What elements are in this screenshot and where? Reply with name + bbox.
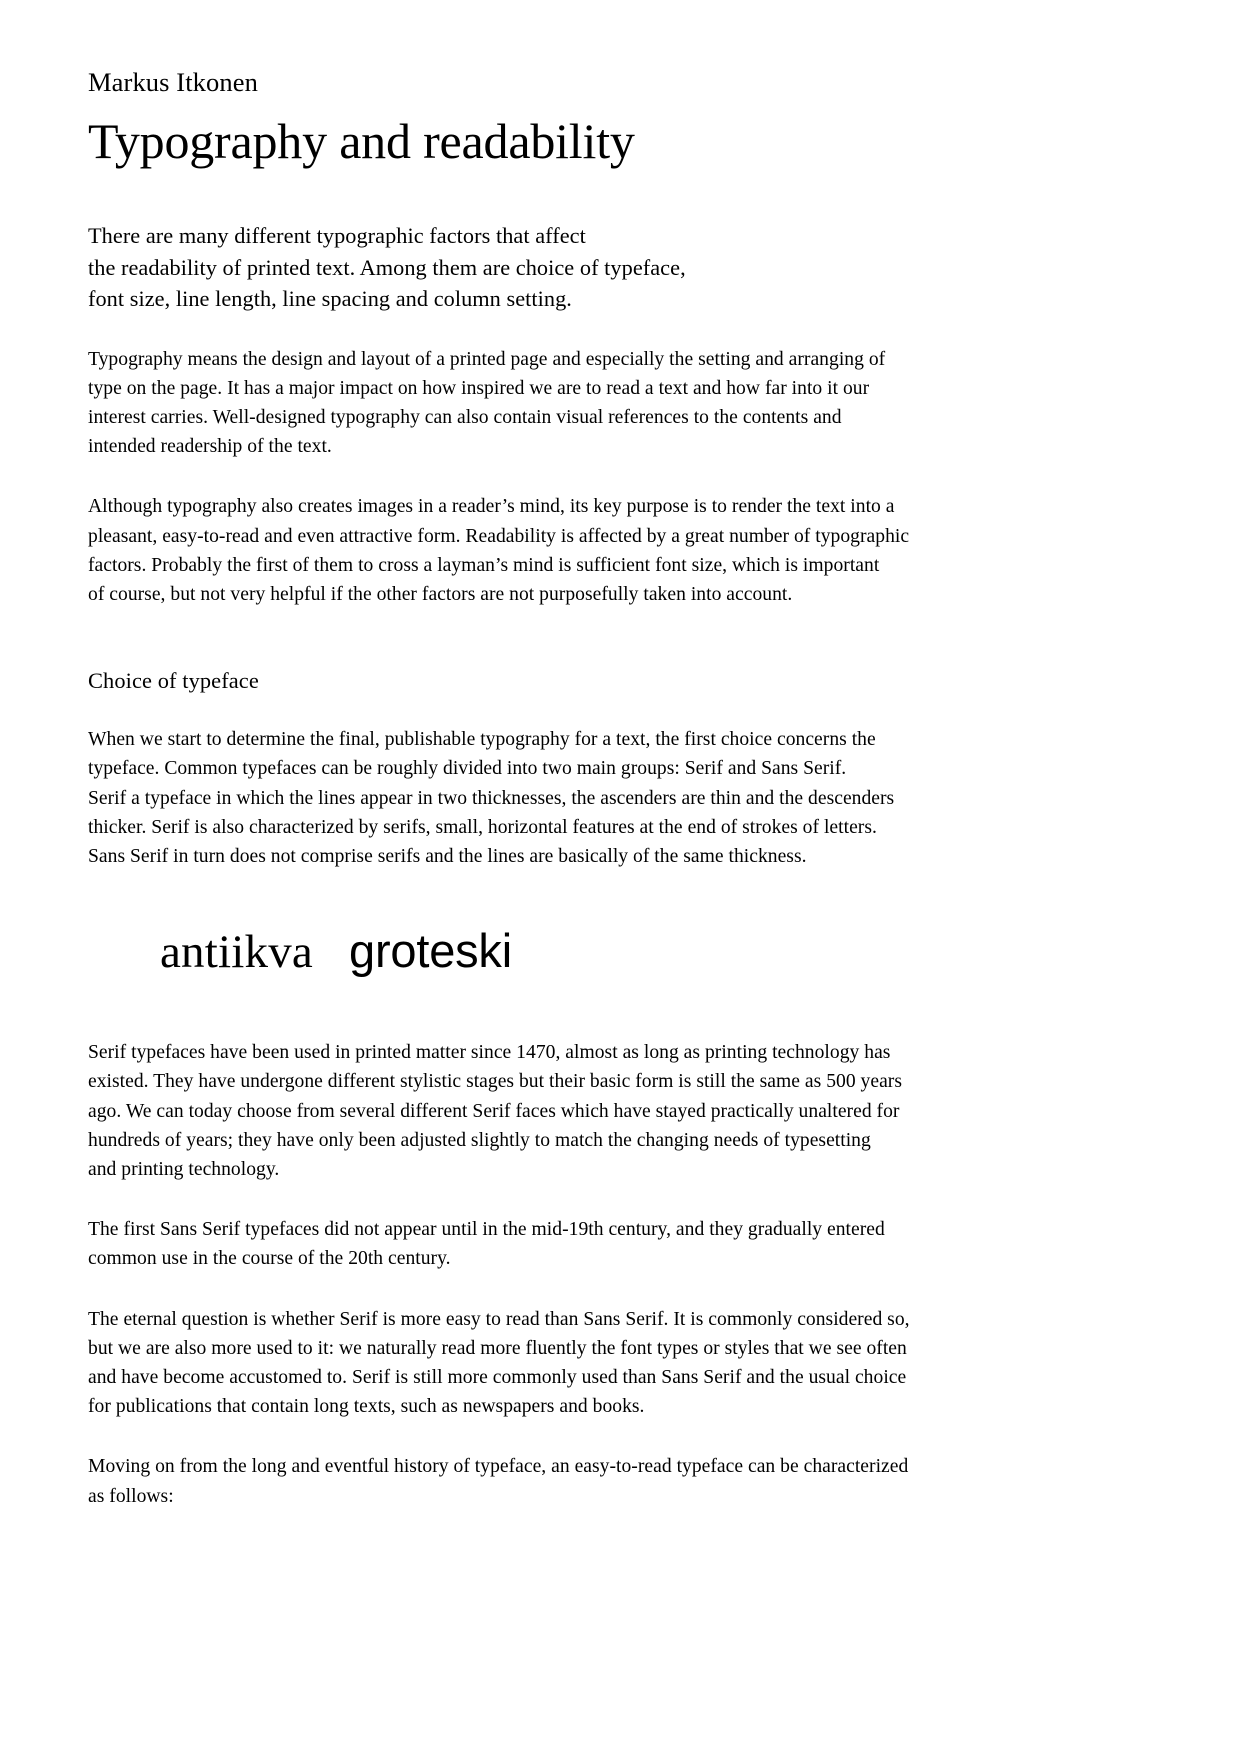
paragraph-eternal-question: The eternal question is whether Serif is more easy to read than Sans Serif. It is commonly considered so, but we are also more used to it: we naturally read more fluently the font types or styles that we see often and have become accustomed to. Serif is still more commonly used than Sans Serif and the usual choice for publications that contain long texts, such as newspapers and books. — [88, 1308, 910, 1418]
paragraph-first-sans-serif: The first Sans Serif typefaces did not appear until in the mid-19th century, and they gradually entered common use in the course of the 20th century. — [88, 1219, 885, 1270]
document-content — [88, 0, 1018, 1511]
paragraph-when-we-start: When we start to determine the final, publishable typography for a text, the first choice concerns the typeface. Common typefaces can be roughly divided into two main groups: Serif and Sans Serif. Serif a typeface in which the lines appear in two thicknesses, the ascenders are thin and the descenders thicker. Serif is also characterized by serifs, small, horizontal features at the end of strokes of letters. Sans Serif in turn does not comprise serifs and the lines are basically of the same thickness. — [88, 729, 895, 867]
section-heading-choice-of-typeface: Choice of typeface — [88, 668, 259, 694]
paragraph-moving-on: Moving on from the long and eventful history of typeface, an easy-to-read typeface can be characterized as follows: — [88, 1456, 909, 1507]
specimen-spacer — [88, 976, 1018, 1008]
specimen-serif-sample: antiikva — [160, 926, 313, 979]
author-name: Markus Itkonen — [88, 67, 258, 97]
paragraph-although-typography: Although typography also creates images in a reader’s mind, its key purpose is to render the text into a pleasant, easy-to-read and even attractive form. Readability is affected by a great number of typographic factors. Probably the first of them to cross a layman’s mind is sufficient font size, which is important of course, but not very helpful if the other factors are not purposefully taken into account. — [88, 496, 910, 606]
lead-paragraph: There are many different typographic factors that affect the readability of printed text. Among them are choice of typeface, font size, line length, line spacing and column setting. — [88, 223, 686, 312]
paragraph-serif-typefaces-1470: Serif typefaces have been used in printed matter since 1470, almost as long as printing technology has existed. They have undergone different stylistic stages but their basic form is still the same as 500 years ago. We can today choose from several different Serif faces which have stayed practically unaltered for hundreds of years; they have only been adjusted slightly to match the changing needs of typesetting and printing technology. — [88, 1042, 902, 1180]
typeface-specimen-row — [88, 924, 1018, 979]
paragraph-typography-means: Typography means the design and layout of a printed page and especially the setting and arranging of type on the page. It has a major impact on how inspired we are to read a text and how far into it our interest carries. Well-designed typography can also contain visual references to the contents and intended readership of the text. — [88, 348, 886, 458]
page-title: Typography and readability — [88, 113, 635, 170]
specimen-sans-sample: groteski — [349, 924, 512, 978]
